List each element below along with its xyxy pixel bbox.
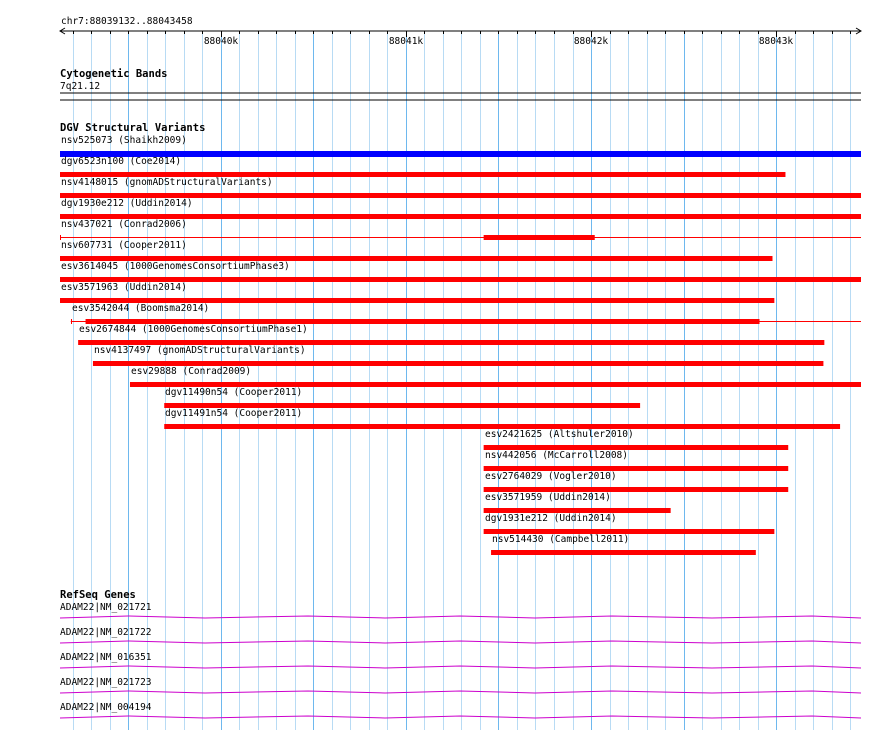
feature-label: dgv1930e212 (Uddin2014) bbox=[61, 198, 193, 209]
dgv-feature[interactable] bbox=[60, 261, 861, 282]
dgv-track[interactable] bbox=[60, 122, 861, 555]
feature-label: esv2764029 (Vogler2010) bbox=[485, 471, 617, 482]
dgv-feature[interactable] bbox=[484, 450, 789, 471]
dgv-feature[interactable] bbox=[60, 198, 861, 219]
cytoband-label: 7q21.12 bbox=[60, 81, 101, 92]
dgv-track-title: DGV Structural Variants bbox=[60, 122, 206, 134]
feature-label: nsv514430 (Campbell2011) bbox=[492, 534, 630, 545]
dgv-feature[interactable] bbox=[78, 324, 824, 345]
feature-label: nsv442056 (McCarroll2008) bbox=[485, 450, 628, 461]
refseq-track-title: RefSeq Genes bbox=[60, 589, 136, 601]
refseq-gene[interactable] bbox=[60, 677, 861, 693]
feature-label: dgv1931e212 (Uddin2014) bbox=[485, 513, 617, 524]
dgv-feature[interactable] bbox=[130, 366, 861, 387]
feature-label: dgv11491n54 (Cooper2011) bbox=[165, 408, 303, 419]
feature-bar[interactable] bbox=[484, 235, 595, 240]
dgv-feature[interactable] bbox=[164, 408, 840, 429]
dgv-feature[interactable] bbox=[484, 471, 789, 492]
feature-label: esv2421625 (Altshuler2010) bbox=[485, 429, 634, 440]
ruler-tick-label: 88042k bbox=[573, 36, 609, 47]
feature-label: nsv525073 (Shaikh2009) bbox=[61, 135, 187, 146]
feature-label: esv3571963 (Uddin2014) bbox=[61, 282, 187, 293]
refseq-gene[interactable] bbox=[60, 652, 861, 668]
feature-label: dgv6523n100 (Coe2014) bbox=[61, 156, 182, 167]
gene-model-line bbox=[60, 666, 861, 668]
dgv-feature[interactable] bbox=[60, 135, 861, 157]
dgv-feature[interactable] bbox=[164, 387, 640, 408]
dgv-feature[interactable] bbox=[71, 303, 861, 324]
gene-label: ADAM22|NM_016351 bbox=[60, 652, 152, 663]
feature-label: nsv4137497 (gnomADStructuralVariants) bbox=[94, 345, 306, 356]
gene-model-line bbox=[60, 691, 861, 693]
dgv-feature[interactable] bbox=[484, 429, 789, 450]
feature-label: dgv11490n54 (Cooper2011) bbox=[165, 387, 303, 398]
feature-label: esv29888 (Conrad2009) bbox=[131, 366, 252, 377]
ruler-track bbox=[60, 16, 861, 47]
dgv-feature[interactable] bbox=[491, 534, 756, 555]
feature-label: nsv437021 (Conrad2006) bbox=[61, 219, 187, 230]
gene-model-line bbox=[60, 716, 861, 718]
refseq-genes[interactable] bbox=[60, 602, 861, 718]
dgv-feature[interactable] bbox=[484, 492, 671, 513]
dgv-feature[interactable] bbox=[60, 177, 861, 198]
feature-label: esv2674844 (1000GenomesConsortiumPhase1) bbox=[79, 324, 308, 335]
gene-label: ADAM22|NM_021722 bbox=[60, 627, 152, 638]
cytoband-track[interactable] bbox=[60, 68, 861, 100]
gene-label: ADAM22|NM_021723 bbox=[60, 677, 152, 688]
refseq-gene[interactable] bbox=[60, 702, 861, 718]
gene-label: ADAM22|NM_021721 bbox=[60, 602, 152, 613]
dgv-feature[interactable] bbox=[60, 156, 785, 177]
cytoband-track-title: Cytogenetic Bands bbox=[60, 68, 168, 80]
refseq-track[interactable] bbox=[60, 589, 861, 718]
gene-model-line bbox=[60, 641, 861, 643]
refseq-gene[interactable] bbox=[60, 627, 861, 643]
dgv-feature[interactable] bbox=[60, 282, 774, 303]
refseq-gene[interactable] bbox=[60, 602, 861, 618]
feature-label: esv3614045 (1000GenomesConsortiumPhase3) bbox=[61, 261, 290, 272]
ruler-tick-label: 88040k bbox=[203, 36, 239, 47]
gene-model-line bbox=[60, 616, 861, 618]
feature-label: nsv607731 (Cooper2011) bbox=[61, 240, 187, 251]
feature-label: nsv4148015 (gnomADStructuralVariants) bbox=[61, 177, 273, 188]
feature-bar[interactable] bbox=[491, 550, 756, 555]
dgv-features[interactable] bbox=[60, 135, 861, 555]
dgv-feature[interactable] bbox=[93, 345, 823, 366]
dgv-feature[interactable] bbox=[60, 219, 861, 240]
ruler-tick-label: 88041k bbox=[388, 36, 424, 47]
gene-label: ADAM22|NM_004194 bbox=[60, 702, 152, 713]
feature-label: esv3571959 (Uddin2014) bbox=[485, 492, 611, 503]
feature-label: esv3542044 (Boomsma2014) bbox=[72, 303, 210, 314]
ruler-tick-label: 88043k bbox=[758, 36, 794, 47]
region-label: chr7:88039132..88043458 bbox=[61, 16, 193, 27]
